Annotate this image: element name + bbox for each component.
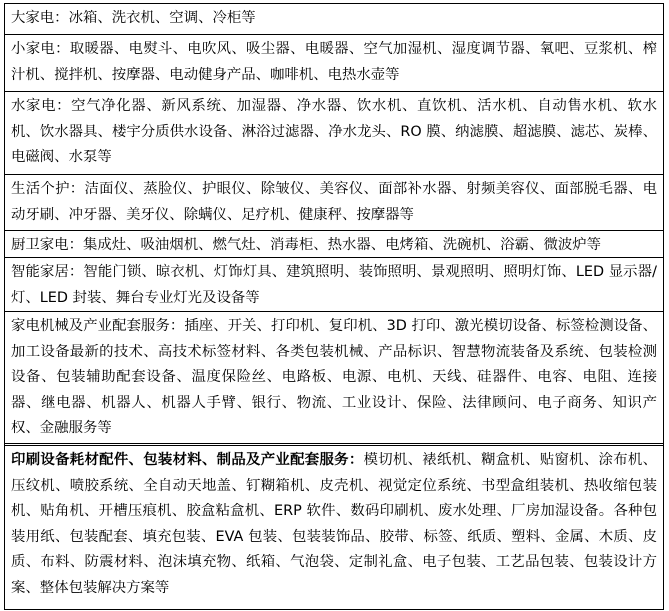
category-row-water-appliances <box>5 92 663 175</box>
category-table <box>4 3 664 610</box>
row-text: 模切机、裱纸机、糊盒机、贴窗机、涂布机、压纹机、喷胶系统、全自动天地盖、钉糊箱机、皮壳机、视觉定位系统、书型盒组装机、热收缩包装机、贴角机、开槽压痕机、胶盒粘盒机、ERP 软件、数码印刷机、废水处理、厂房加湿设备。各种包装用纸、包装配套、填充包装、EVA 包装、包装装饰品、胶带、标签、纸质、塑料、金属、木质、皮质、布料、防震材料、泡沫填充物、纸箱、气泡袋、定制礼盒、电子包装、工艺品包装、包装设计方案、整体包装解决方案等 <box>11 452 657 596</box>
category-row-personal-care <box>5 175 663 231</box>
row-text: 厨卫家电：集成灶、吸油烟机、燃气灶、消毒柜、热水器、电烤箱、洗碗机、浴霸、微波炉等 <box>11 237 602 253</box>
row-text: 小家电：取暖器、电熨斗、电吹风、吸尘器、电暖器、空气加湿机、湿度调节器、氧吧、豆浆机、榨汁机、搅拌机、按摩器、电动健身产品、咖啡机、电热水壶等 <box>11 41 657 83</box>
row-heading: 印刷设备耗材配件、包装材料、制品及产业配套服务： <box>11 452 364 468</box>
category-row-smart-home <box>5 258 663 312</box>
category-row-printing-packaging <box>5 446 663 610</box>
row-text: 智能家居：智能门锁、晾衣机、灯饰灯具、建筑照明、装饰照明、景观照明、照明灯饰、LED 显示器/灯、LED 封装、舞台专业灯光及设备等 <box>11 264 657 306</box>
category-row-major-appliances <box>5 4 663 35</box>
row-text: 生活个护：洁面仪、蒸脸仪、护眼仪、除皱仪、美容仪、面部补水器、射频美容仪、面部脱毛器、电动牙刷、冲牙器、美牙仪、除螨仪、足疗机、健康秤、按摩器等 <box>11 181 657 223</box>
row-text: 家电机械及产业配套服务：插座、开关、打印机、复印机、3D 打印、激光模切设备、标签检测设备、加工设备最新的技术、高技术标签材料、各类包装机械、产品标识、智慧物流装备及系统、包装检测设备、包装辅助配套设备、温度保险丝、电路板、电源、电机、天线、硅器件、电容、电阻、连接器、继电器、机器人、机器人手臂、银行、物流、工业设计、保险、法律顾问、电子商务、知识产权、金融服务等 <box>11 318 657 437</box>
row-text: 大家电：冰箱、洗衣机、空调、冷柜等 <box>11 10 256 26</box>
row-text: 水家电：空气净化器、新风系统、加湿器、净水器、饮水机、直饮机、活水机、自动售水机、软水机、饮水器具、楼宇分质供水设备、淋浴过滤器、净水龙头、RO 膜、纳滤膜、超滤膜、滤芯、炭棒、电磁阀、水泵等 <box>11 98 657 166</box>
category-row-small-appliances <box>5 35 663 92</box>
category-row-kitchen-bath <box>5 231 663 258</box>
category-row-appliance-machinery <box>5 312 663 446</box>
